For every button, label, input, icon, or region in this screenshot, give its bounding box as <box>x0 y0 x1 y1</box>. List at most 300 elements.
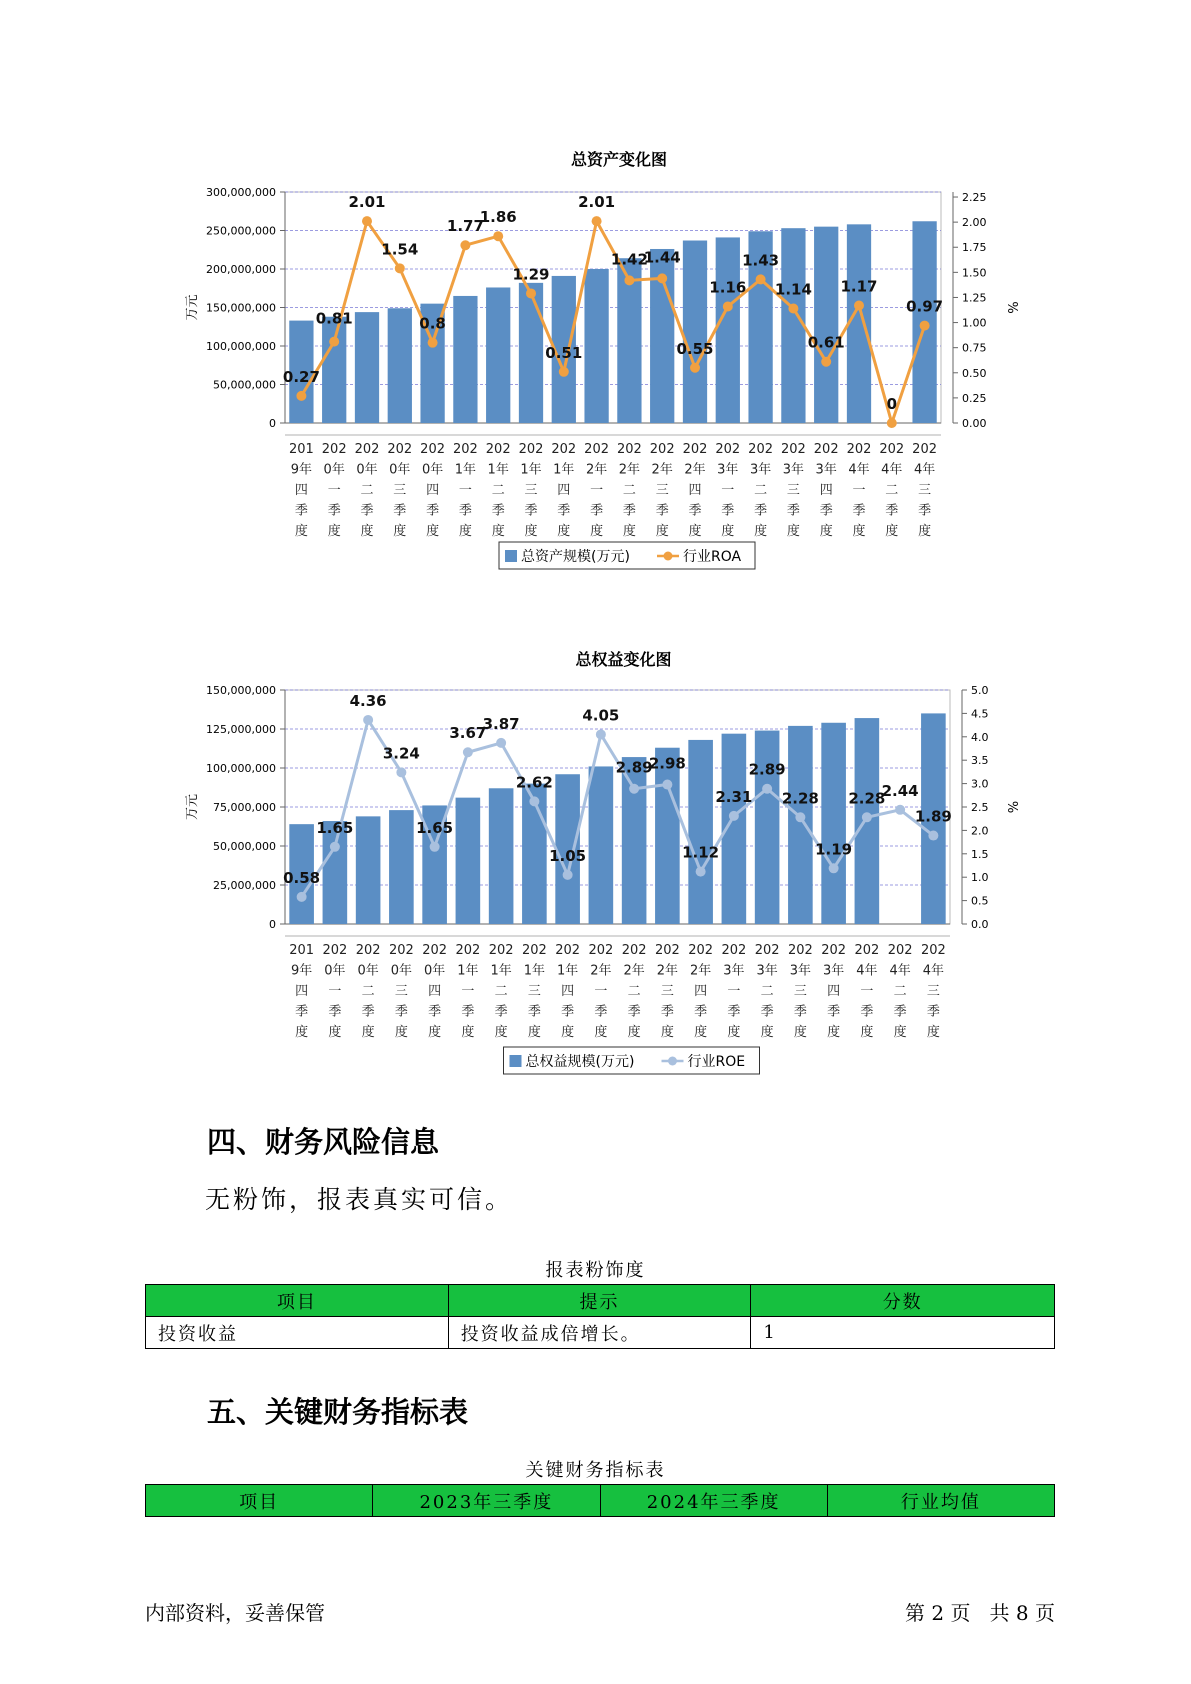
x-tick-label: 202 <box>616 442 642 457</box>
x-tick-label: 季 <box>393 503 407 519</box>
x-tick-label: 二 <box>627 984 641 999</box>
x-tick-label: 1年 <box>487 462 509 478</box>
data-label: 0.97 <box>906 297 944 316</box>
x-tick-label: 季 <box>760 1004 774 1020</box>
line-point <box>854 300 864 310</box>
bar <box>355 312 379 423</box>
x-tick-label: 202 <box>721 943 747 958</box>
data-label: 2.01 <box>578 193 616 212</box>
x-tick-label: 202 <box>388 943 414 958</box>
x-tick-label: 季 <box>893 1004 907 1020</box>
x-tick-label: 度 <box>688 524 702 539</box>
x-tick-label: 度 <box>590 524 604 539</box>
table-row <box>146 1317 1055 1349</box>
x-tick-label: 202 <box>715 442 741 457</box>
x-tick-label: 三 <box>655 483 669 498</box>
x-tick-label: 202 <box>854 943 880 958</box>
data-label: 1.12 <box>682 843 720 862</box>
section4-title: 四、财务风险信息 <box>207 1125 440 1159</box>
x-tick-label: 度 <box>328 1025 342 1040</box>
x-tick-label: 度 <box>458 524 472 539</box>
table-header-row <box>146 1485 1055 1517</box>
y-right-tick-label: 1.5 <box>971 847 989 861</box>
x-tick-label: 二 <box>361 984 375 999</box>
line-point <box>493 231 503 241</box>
x-tick-label: 度 <box>694 1025 708 1040</box>
x-tick-label: 3年 <box>756 963 778 979</box>
line-point <box>463 747 473 757</box>
table-header-row <box>146 1285 1055 1317</box>
x-tick-label: 一 <box>721 483 735 498</box>
bar <box>584 269 608 423</box>
table-cell: 投资收益成倍增长。 <box>448 1317 751 1349</box>
x-tick-label: 度 <box>860 1025 874 1040</box>
data-label: 3.87 <box>482 714 520 733</box>
x-tick-label: 1年 <box>454 462 477 478</box>
total-assets-chart <box>0 130 1191 600</box>
y-right-tick-label: 1.75 <box>962 241 987 255</box>
x-tick-label: 度 <box>721 524 735 539</box>
x-tick-label: 季 <box>491 503 505 519</box>
y-left-axis-label: 万元 <box>185 793 200 821</box>
x-tick-label: 度 <box>793 1025 807 1040</box>
x-tick-label: 二 <box>360 483 374 498</box>
x-tick-label: 2年 <box>590 963 612 979</box>
data-label: 1.86 <box>479 208 517 227</box>
data-label: 0.8 <box>419 314 446 333</box>
table-header-cell: 2023年三季度 <box>373 1485 600 1517</box>
x-tick-label: 季 <box>852 503 866 519</box>
legend-line-marker <box>664 552 673 561</box>
x-tick-label: 四 <box>561 984 575 999</box>
data-label: 1.05 <box>549 846 587 865</box>
table-cell: 1 <box>751 1317 1055 1349</box>
y-left-tick-label: 25,000,000 <box>213 879 276 892</box>
x-tick-label: 度 <box>491 524 505 539</box>
x-tick-label: 0年 <box>421 462 444 478</box>
x-tick-label: 度 <box>627 1025 641 1040</box>
x-tick-label: 四 <box>557 483 571 498</box>
line-point <box>723 301 733 311</box>
x-tick-label: 季 <box>561 1004 575 1020</box>
x-tick-label: 季 <box>461 1004 475 1020</box>
line-point <box>696 867 706 877</box>
data-label: 0.81 <box>315 309 353 328</box>
x-tick-label: 季 <box>557 503 571 519</box>
bar <box>322 317 346 423</box>
line-point <box>795 812 805 822</box>
x-tick-label: 一 <box>860 984 874 999</box>
x-tick-label: 202 <box>387 442 413 457</box>
y-left-tick-label: 75,000,000 <box>213 801 276 814</box>
x-tick-label: 4年 <box>913 462 936 478</box>
x-tick-label: 4年 <box>848 462 870 478</box>
line-point <box>496 738 506 748</box>
line-point <box>460 240 470 250</box>
x-tick-label: 四 <box>694 984 708 999</box>
section4-table-caption: 报表粉饰度 <box>545 1260 646 1281</box>
x-tick-label: 季 <box>786 503 800 519</box>
x-tick-label: 季 <box>721 503 735 519</box>
footer-left: 内部资料，妥善保管 <box>145 1601 325 1625</box>
x-tick-label: 202 <box>787 943 813 958</box>
y-right-tick-label: 2.5 <box>971 801 989 814</box>
x-tick-label: 度 <box>494 1025 508 1040</box>
x-tick-label: 季 <box>294 503 308 519</box>
x-tick-label: 四 <box>428 984 442 999</box>
legend-line-label: 行业ROA <box>683 549 742 565</box>
x-tick-label: 2年 <box>618 462 641 478</box>
whitewash-table <box>145 1284 1055 1349</box>
x-tick-label: 季 <box>590 503 604 519</box>
legend-line-marker <box>668 1057 677 1066</box>
x-tick-label: 度 <box>885 524 899 539</box>
x-tick-label: 4年 <box>881 462 903 478</box>
line-point <box>928 831 938 841</box>
data-label: 0.51 <box>545 343 583 362</box>
bar <box>388 308 412 423</box>
x-tick-label: 202 <box>422 943 448 958</box>
x-tick-label: 202 <box>555 943 581 958</box>
section4-paragraph: 无粉饰，报表真实可信。 <box>205 1185 514 1214</box>
y-right-tick-label: 2.25 <box>962 191 987 205</box>
x-tick-label: 202 <box>584 442 610 457</box>
line-point <box>395 263 405 273</box>
line-point <box>895 805 905 815</box>
data-label: 3.67 <box>449 724 487 743</box>
line-point <box>526 288 536 298</box>
x-tick-label: 度 <box>660 1025 674 1040</box>
line-point <box>396 767 406 777</box>
y-left-tick-label: 250,000,000 <box>206 224 276 238</box>
x-tick-label: 度 <box>524 524 538 539</box>
x-tick-label: 一 <box>458 483 472 498</box>
x-tick-label: 度 <box>527 1025 541 1040</box>
x-tick-label: 201 <box>289 943 315 958</box>
x-tick-label: 季 <box>827 1004 841 1020</box>
x-tick-label: 季 <box>360 503 374 519</box>
x-tick-label: 202 <box>649 442 675 457</box>
total-equity-chart <box>0 640 1191 1100</box>
section5-title: 五、关键财务指标表 <box>207 1395 469 1429</box>
bar <box>781 228 805 423</box>
total-equity-chart-svg <box>0 640 1191 1100</box>
data-label: 0.61 <box>807 333 845 352</box>
table-header-cell: 提示 <box>448 1285 751 1317</box>
legend-bar-swatch <box>505 550 517 562</box>
data-label: 1.77 <box>446 217 484 236</box>
x-tick-label: 二 <box>893 984 907 999</box>
data-label: 4.05 <box>582 706 620 725</box>
x-tick-label: 202 <box>355 943 381 958</box>
chart-title: 总权益变化图 <box>575 650 672 669</box>
y-right-tick-label: 3.5 <box>971 754 989 768</box>
x-tick-label: 1年 <box>490 963 512 979</box>
line-point <box>629 784 639 794</box>
data-label: 1.54 <box>381 240 419 259</box>
x-tick-label: 度 <box>327 524 341 539</box>
data-label: 1.42 <box>610 250 648 269</box>
y-right-tick-label: 1.50 <box>962 266 987 280</box>
table-cell: 投资收益 <box>146 1317 449 1349</box>
x-tick-label: 季 <box>622 503 636 519</box>
x-tick-label: 三 <box>527 984 541 999</box>
x-tick-label: 度 <box>294 524 308 539</box>
y-right-tick-label: 2.00 <box>962 216 987 230</box>
y-left-tick-label: 100,000,000 <box>206 340 276 353</box>
x-tick-label: 202 <box>846 442 872 457</box>
x-tick-label: 度 <box>893 1025 907 1040</box>
x-tick-label: 202 <box>455 943 481 958</box>
x-tick-label: 202 <box>920 943 946 958</box>
data-label: 4.36 <box>349 691 387 710</box>
bar <box>389 810 414 924</box>
x-tick-label: 2年 <box>684 462 706 478</box>
x-tick-label: 三 <box>926 984 940 999</box>
x-tick-label: 四 <box>827 984 841 999</box>
legend-bar-label: 总资产规模(万元) <box>521 549 630 565</box>
bar <box>519 283 543 423</box>
y-left-tick-label: 150,000,000 <box>206 684 276 697</box>
x-tick-label: 202 <box>485 442 511 457</box>
x-tick-label: 度 <box>561 1025 575 1040</box>
data-label: 3.24 <box>382 744 420 763</box>
data-label: 2.89 <box>748 760 786 779</box>
x-tick-label: 度 <box>461 1025 475 1040</box>
table-header-cell: 2024年三季度 <box>600 1485 827 1517</box>
x-tick-label: 度 <box>594 1025 608 1040</box>
line-point <box>821 357 831 367</box>
line-point <box>559 367 569 377</box>
x-tick-label: 季 <box>494 1004 508 1020</box>
bar <box>788 726 813 924</box>
y-left-tick-label: 200,000,000 <box>206 263 276 276</box>
x-tick-label: 202 <box>588 943 614 958</box>
data-label: 1.29 <box>512 265 550 284</box>
x-tick-label: 季 <box>793 1004 807 1020</box>
x-tick-label: 季 <box>819 503 833 519</box>
x-tick-label: 季 <box>885 503 899 519</box>
y-right-tick-label: 0.0 <box>971 918 989 931</box>
data-label: 1.17 <box>840 277 878 296</box>
line-point <box>297 892 307 902</box>
x-tick-label: 二 <box>885 483 899 498</box>
line-point <box>430 842 440 852</box>
x-tick-label: 202 <box>821 943 847 958</box>
x-tick-label: 三 <box>393 483 407 498</box>
data-label: 1.44 <box>643 248 681 267</box>
x-tick-label: 1年 <box>520 462 542 478</box>
x-tick-label: 一 <box>461 984 475 999</box>
x-tick-label: 202 <box>420 442 446 457</box>
y-right-tick-label: 0.50 <box>962 366 987 380</box>
x-tick-label: 度 <box>394 1025 408 1040</box>
data-label: 0.55 <box>676 339 714 358</box>
x-tick-label: 3年 <box>815 462 837 478</box>
data-label: 0 <box>886 395 898 413</box>
x-tick-label: 一 <box>594 984 608 999</box>
x-tick-label: 度 <box>727 1025 741 1040</box>
x-tick-label: 202 <box>688 943 714 958</box>
x-tick-label: 202 <box>488 943 514 958</box>
x-tick-label: 0年 <box>323 462 345 478</box>
table-header-cell: 项目 <box>146 1485 373 1517</box>
y-right-axis-label: % <box>1004 800 1019 814</box>
x-tick-label: 季 <box>655 503 669 519</box>
total-assets-chart-svg <box>0 130 1191 600</box>
x-tick-label: 一 <box>727 984 741 999</box>
bar <box>683 241 707 423</box>
x-tick-label: 1年 <box>457 963 479 979</box>
x-tick-label: 度 <box>918 524 932 539</box>
line-point <box>662 780 672 790</box>
line-point <box>596 729 606 739</box>
x-tick-label: 2年 <box>585 462 608 478</box>
y-right-tick-label: 2.0 <box>971 824 989 838</box>
line-point <box>428 338 438 348</box>
x-tick-label: 度 <box>393 524 407 539</box>
x-tick-label: 度 <box>361 1025 375 1040</box>
line-point <box>329 337 339 347</box>
x-tick-label: 2年 <box>623 963 645 979</box>
x-tick-label: 度 <box>852 524 866 539</box>
x-tick-label: 3年 <box>782 462 805 478</box>
data-label: 1.89 <box>914 807 952 826</box>
y-left-tick-label: 0 <box>269 918 276 931</box>
data-label: 1.65 <box>316 818 354 837</box>
x-tick-label: 三 <box>918 483 932 498</box>
y-left-tick-label: 125,000,000 <box>206 723 276 736</box>
data-label: 1.16 <box>709 278 747 297</box>
x-tick-label: 季 <box>727 1004 741 1020</box>
line-point <box>624 275 634 285</box>
x-tick-label: 三 <box>660 984 674 999</box>
y-right-tick-label: 0.25 <box>962 391 987 405</box>
legend-bar-label: 总权益规模(万元) <box>525 1054 635 1070</box>
x-tick-label: 季 <box>524 503 538 519</box>
x-tick-label: 季 <box>394 1004 408 1020</box>
x-tick-label: 四 <box>819 483 833 498</box>
x-tick-label: 度 <box>360 524 374 539</box>
line-point <box>829 863 839 873</box>
line-point <box>862 812 872 822</box>
y-left-tick-label: 150,000,000 <box>206 301 276 315</box>
x-tick-label: 度 <box>295 1025 309 1040</box>
line-point <box>563 870 573 880</box>
bar <box>655 748 680 924</box>
x-tick-label: 度 <box>819 524 833 539</box>
x-tick-label: 二 <box>754 483 768 498</box>
data-label: 1.19 <box>815 840 853 859</box>
legend-line-label: 行业ROE <box>687 1054 746 1070</box>
x-tick-label: 三 <box>524 483 538 498</box>
x-tick-label: 4年 <box>856 963 878 979</box>
x-tick-label: 3年 <box>749 462 772 478</box>
key-financial-table <box>145 1484 1055 1517</box>
x-tick-label: 季 <box>527 1004 541 1020</box>
x-tick-label: 202 <box>551 442 577 457</box>
x-tick-label: 一 <box>590 483 604 498</box>
x-tick-label: 季 <box>688 503 702 519</box>
bar <box>489 788 514 924</box>
x-tick-label: 0年 <box>390 963 413 979</box>
x-tick-label: 202 <box>452 442 478 457</box>
bar <box>589 766 614 924</box>
x-tick-label: 202 <box>912 442 938 457</box>
chart-title: 总资产变化图 <box>570 150 668 169</box>
line-point <box>887 418 897 428</box>
x-tick-label: 二 <box>760 984 774 999</box>
x-tick-label: 4年 <box>889 963 911 979</box>
x-tick-label: 四 <box>295 984 309 999</box>
y-right-tick-label: 0.75 <box>962 341 987 355</box>
data-label: 2.89 <box>615 758 653 777</box>
bar <box>814 227 838 423</box>
y-left-axis-label: 万元 <box>185 294 200 321</box>
data-label: 2.44 <box>881 781 919 800</box>
x-tick-label: 二 <box>491 483 505 498</box>
x-tick-label: 度 <box>428 1025 442 1040</box>
x-tick-label: 季 <box>627 1004 641 1020</box>
x-tick-label: 一 <box>852 483 866 498</box>
x-tick-label: 3年 <box>789 963 812 979</box>
x-tick-label: 季 <box>361 1004 375 1020</box>
y-right-tick-label: 4.5 <box>971 707 989 721</box>
x-tick-label: 202 <box>621 943 647 958</box>
x-tick-label: 二 <box>494 984 508 999</box>
x-tick-label: 度 <box>926 1025 940 1040</box>
bar <box>622 757 647 924</box>
x-tick-label: 1年 <box>556 963 579 979</box>
x-tick-label: 202 <box>887 943 913 958</box>
x-tick-label: 一 <box>327 483 341 498</box>
x-tick-label: 季 <box>594 1004 608 1020</box>
x-tick-label: 202 <box>322 943 348 958</box>
x-tick-label: 9年 <box>290 462 313 478</box>
x-tick-label: 二 <box>622 483 636 498</box>
line-point <box>363 715 373 725</box>
data-label: 2.01 <box>348 193 386 212</box>
x-tick-label: 0年 <box>423 963 446 979</box>
x-tick-label: 度 <box>426 524 440 539</box>
data-label: 1.65 <box>416 818 454 837</box>
line-point <box>788 304 798 314</box>
y-left-tick-label: 300,000,000 <box>206 186 276 199</box>
y-right-tick-label: 5.0 <box>971 684 989 697</box>
table-header-cell: 分数 <box>751 1285 1055 1317</box>
x-tick-label: 9年 <box>290 963 313 979</box>
y-right-tick-label: 1.25 <box>962 291 987 305</box>
x-tick-label: 0年 <box>356 462 378 478</box>
bar <box>356 816 381 924</box>
x-tick-label: 度 <box>786 524 800 539</box>
bar <box>688 740 713 924</box>
line-point <box>920 321 930 331</box>
x-tick-label: 度 <box>655 524 669 539</box>
bar <box>453 296 477 423</box>
bar <box>456 798 481 924</box>
y-right-tick-label: 0.5 <box>971 894 989 908</box>
x-tick-label: 202 <box>754 943 780 958</box>
x-tick-label: 202 <box>682 442 708 457</box>
y-right-axis-label: % <box>1004 301 1019 314</box>
x-tick-label: 季 <box>754 503 768 519</box>
bar <box>755 731 780 924</box>
line-point <box>296 391 306 401</box>
x-tick-label: 度 <box>622 524 636 539</box>
x-tick-label: 202 <box>780 442 806 457</box>
x-tick-label: 0年 <box>324 963 346 979</box>
